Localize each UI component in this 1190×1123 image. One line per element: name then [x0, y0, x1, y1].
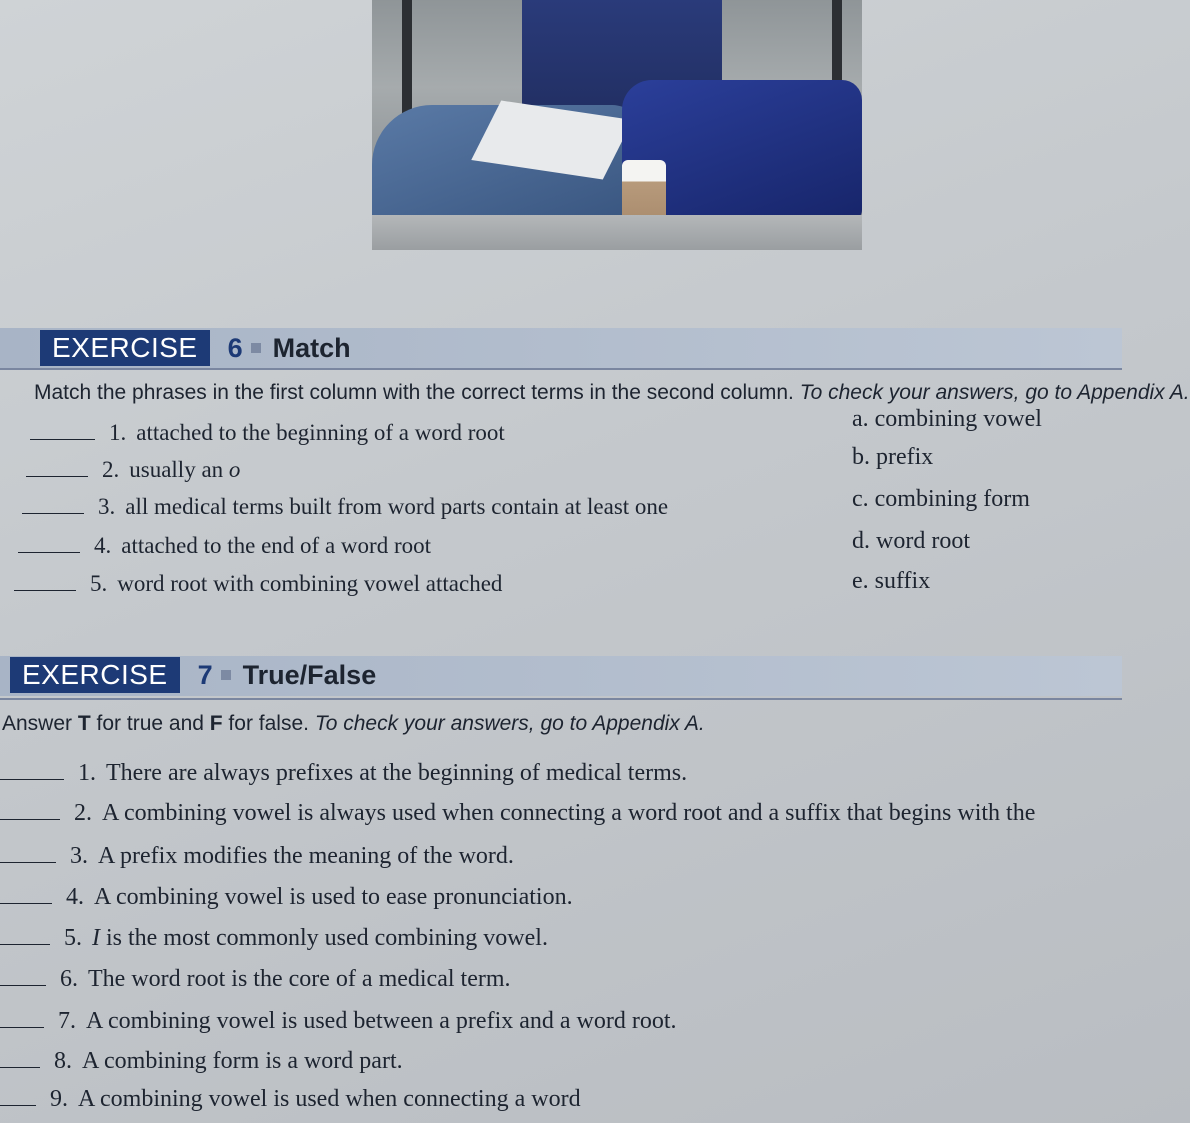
- true-false-statement: [0, 925, 548, 952]
- exercise-7-header: [10, 657, 376, 693]
- item-number: 4.: [94, 533, 112, 558]
- exercise-6-rule: [0, 368, 1122, 370]
- answer-blank[interactable]: [26, 475, 88, 477]
- exercise-title: Match: [272, 332, 351, 363]
- item-text: The word root is the core of a medical term.: [88, 966, 511, 992]
- exercise-6-instructions: [34, 381, 1190, 405]
- match-phrase: [22, 494, 668, 520]
- item-text: word root with combining vowel attached: [117, 571, 503, 596]
- match-phrase: [18, 533, 431, 559]
- item-number: 3.: [98, 494, 116, 519]
- exercise-label: EXERCISE: [10, 657, 180, 693]
- item-number: 2.: [102, 457, 120, 482]
- true-false-statement: [0, 843, 514, 870]
- item-text: attached to the end of a word root: [121, 533, 431, 558]
- true-false-statement: [0, 1048, 403, 1075]
- item-text: A combining vowel is used between a prefix and a word root.: [86, 1008, 677, 1034]
- answer-blank[interactable]: [0, 902, 52, 904]
- item-text: A combining vowel is used to ease pronunciation.: [94, 884, 573, 910]
- match-term: c. combining form: [852, 486, 1030, 512]
- answer-blank[interactable]: [0, 778, 64, 780]
- true-false-statement: [0, 1008, 677, 1035]
- item-text: A combining vowel is used when connecting a word: [78, 1086, 581, 1112]
- instruction-text: for false.: [222, 712, 309, 735]
- item-text: usually an: [129, 457, 229, 482]
- instruction-text: Match the phrases in the first column with the correct terms in the second column.: [34, 381, 794, 404]
- item-text: A combining form is a word part.: [82, 1048, 403, 1074]
- instruction-text: for true and: [90, 712, 210, 735]
- match-term: d. word root: [852, 528, 970, 554]
- item-number: 1.: [109, 420, 127, 445]
- item-emphasis: I: [92, 925, 100, 951]
- item-emphasis: o: [228, 457, 241, 482]
- exercise-7-rule: [0, 698, 1122, 700]
- item-number: 5.: [90, 571, 108, 596]
- true-false-statement: [0, 966, 511, 993]
- answer-blank[interactable]: [22, 512, 84, 514]
- match-term: e. suffix: [852, 568, 931, 594]
- item-number: 4.: [66, 884, 84, 910]
- item-number: 6.: [60, 966, 78, 992]
- true-false-statement: [0, 800, 1035, 827]
- match-phrase: [26, 457, 240, 483]
- instruction-false-letter: F: [209, 712, 223, 735]
- student-photo: [372, 0, 862, 250]
- exercise-7-instructions: [2, 712, 705, 736]
- answer-blank[interactable]: [0, 943, 50, 945]
- item-number: 2.: [74, 800, 92, 826]
- item-number: 1.: [78, 760, 96, 786]
- answer-blank[interactable]: [0, 1026, 44, 1028]
- item-number: 3.: [70, 843, 88, 869]
- item-text: is the most commonly used combining vowel.: [100, 925, 548, 951]
- answer-blank[interactable]: [0, 1104, 36, 1106]
- item-number: 5.: [64, 925, 82, 951]
- square-bullet-icon: [221, 670, 231, 680]
- exercise-6-header: [40, 330, 351, 366]
- item-text: attached to the beginning of a word root: [136, 420, 505, 445]
- match-phrase: [30, 420, 505, 446]
- stone-ledge: [372, 215, 862, 250]
- match-term: b. prefix: [852, 444, 934, 470]
- exercise-number: 7: [197, 659, 213, 690]
- exercise-label: EXERCISE: [40, 330, 210, 366]
- item-number: 9.: [50, 1086, 68, 1112]
- item-number: 7.: [58, 1008, 76, 1034]
- answer-blank[interactable]: [14, 589, 76, 591]
- instruction-true-letter: T: [77, 712, 91, 735]
- exercise-title: True/False: [242, 659, 377, 690]
- item-number: 8.: [54, 1048, 72, 1074]
- answer-blank[interactable]: [0, 861, 56, 863]
- item-text: all medical terms built from word parts contain at least one: [125, 494, 669, 519]
- instruction-appendix: To check your answers, go to Appendix A.: [314, 712, 705, 735]
- answer-blank[interactable]: [30, 438, 95, 440]
- item-text: A prefix modifies the meaning of the word.: [98, 843, 514, 869]
- true-false-statement: [0, 884, 573, 911]
- true-false-statement: [0, 1086, 581, 1113]
- answer-blank[interactable]: [0, 984, 46, 986]
- answer-blank[interactable]: [0, 1066, 40, 1068]
- match-phrase: [14, 571, 502, 597]
- item-text: There are always prefixes at the beginning of medical terms.: [106, 760, 688, 786]
- instruction-text: Answer: [2, 712, 78, 735]
- item-text: A combining vowel is always used when connecting a word root and a suffix that begins with the: [102, 800, 1036, 826]
- answer-blank[interactable]: [0, 818, 60, 820]
- exercise-number: 6: [227, 332, 243, 363]
- match-term: a. combining vowel: [852, 406, 1042, 432]
- true-false-statement: [0, 760, 687, 787]
- square-bullet-icon: [251, 343, 261, 353]
- instruction-appendix: To check your answers, go to Appendix A.: [799, 381, 1190, 404]
- answer-blank[interactable]: [18, 551, 80, 553]
